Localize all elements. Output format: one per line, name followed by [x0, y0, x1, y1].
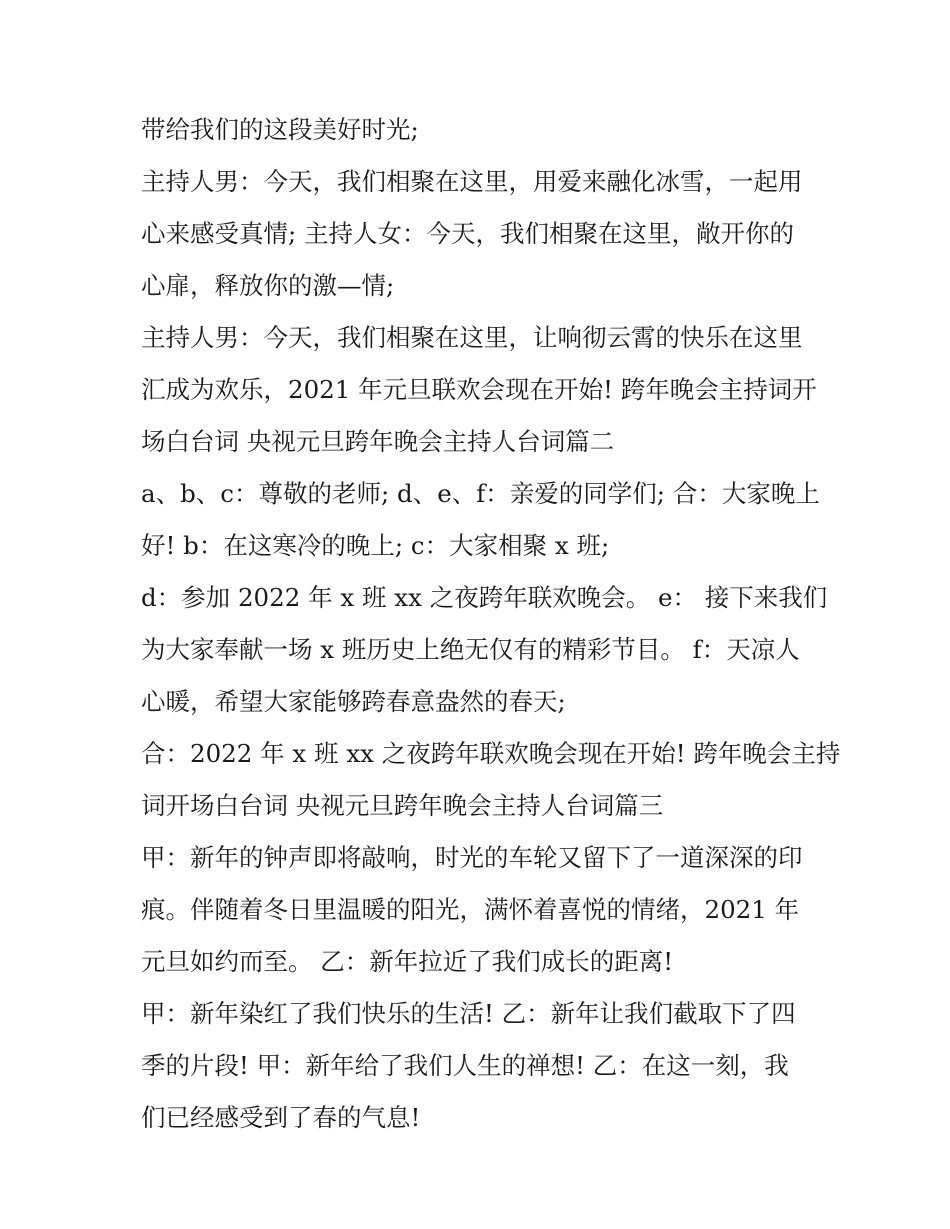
text-line: 甲：新年染红了我们快乐的生活! 乙：新年让我们截取下了四: [141, 999, 796, 1028]
text-line: a、b、c：尊敬的老师; d、e、f：亲爱的同学们; 合：大家晚上: [141, 479, 820, 508]
text-line: 心来感受真情; 主持人女：今天，我们相聚在这里，敞开你的: [141, 219, 795, 248]
text-line: 主持人男：今天，我们相聚在这里，用爱来融化冰雪，一起用: [141, 167, 803, 196]
text-line: 季的片段! 甲：新年给了我们人生的禅想! 乙：在这一刻，我: [141, 1051, 789, 1080]
text-line: d：参加 2022 年 x 班 xx 之夜跨年联欢晚会。 e： 接下来我们: [141, 583, 828, 612]
text-line: 为大家奉献一场 x 班历史上绝无仅有的精彩节目。 f：天凉人: [141, 635, 800, 664]
document-body: [141, 104, 841, 1144]
text-line: 元旦如约而至。 乙：新年拉近了我们成长的距离!: [141, 947, 674, 976]
text-line: 心扉，释放你的激—情;: [141, 271, 395, 300]
text-line: 好! b：在这寒冷的晚上; c：大家相聚 x 班;: [141, 531, 610, 560]
text-line: 合：2022 年 x 班 xx 之夜跨年联欢晚会现在开始! 跨年晚会主持: [141, 739, 841, 768]
text-line: 甲：新年的钟声即将敲响，时光的车轮又留下了一道深深的印: [141, 843, 803, 872]
text-line: 词开场白台词 央视元旦跨年晚会主持人台词篇三: [141, 791, 664, 820]
text-line: 主持人男：今天，我们相聚在这里，让响彻云霄的快乐在这里: [141, 323, 803, 352]
text-line: 场白台词 央视元旦跨年晚会主持人台词篇二: [141, 427, 615, 456]
text-line: 心暖，希望大家能够跨春意盎然的春天;: [141, 687, 566, 716]
text-line: 们已经感受到了春的气息!: [141, 1103, 421, 1132]
text-line: 痕。伴随着冬日里温暖的阳光，满怀着喜悦的情绪，2021 年: [141, 895, 800, 924]
text-line: 带给我们的这段美好时光;: [141, 115, 419, 144]
text-line: 汇成为欢乐，2021 年元旦联欢会现在开始! 跨年晚会主持词开: [141, 375, 817, 404]
